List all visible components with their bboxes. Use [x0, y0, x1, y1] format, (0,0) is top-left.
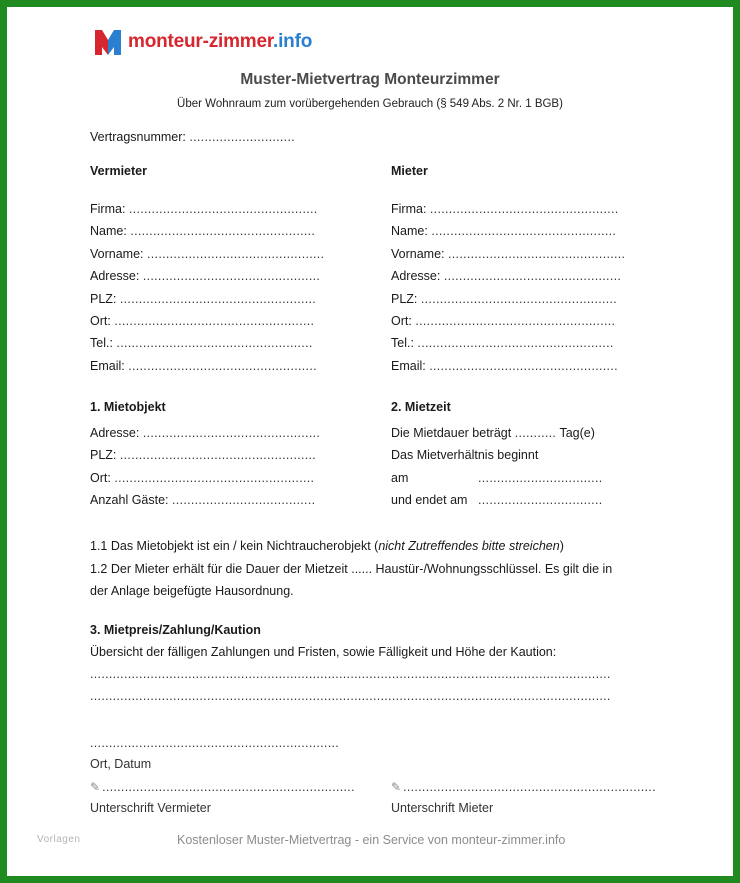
field-label: Adresse:: [391, 269, 441, 284]
field-label: Anzahl Gäste:: [90, 493, 169, 508]
mietbeginn-row: [391, 467, 603, 489]
vermieter-signature-field[interactable]: ...................................................................: [102, 780, 355, 794]
vermieter-heading: Vermieter: [90, 164, 147, 178]
field-label: Adresse:: [90, 426, 140, 440]
vermieter-vorname-row: [90, 243, 324, 265]
field-label: Name:: [90, 224, 127, 239]
vermieter-email-row: [90, 355, 324, 377]
mietdauer-label: Die Mietdauer beträgt: [391, 426, 512, 440]
clause-1-1-italic: nicht Zutreffendes bitte streichen: [378, 539, 560, 553]
logo-brand: monteur-zimmer: [128, 31, 274, 52]
clause-1-2-line2: der Anlage beigefügte Hausordnung.: [90, 584, 294, 598]
field-label: Firma:: [391, 202, 427, 216]
vermieter-email-field[interactable]: ..................................................: [128, 358, 317, 373]
mietdauer-unit: Tag(e): [559, 426, 595, 440]
mietpreis-text: Übersicht der fälligen Zahlungen und Fristen, sowie Fälligkeit und Höhe der Kaution:: [90, 645, 557, 659]
vermieter-vorname-field[interactable]: ...............................................: [147, 246, 325, 261]
mieter-name-field[interactable]: .................................................: [431, 224, 617, 239]
field-label: Firma:: [90, 202, 126, 216]
clause-1-1-text: 1.1 Das Mietobjekt ist ein / kein Nichtraucherobjekt (: [90, 539, 379, 553]
am-label: am: [391, 470, 409, 485]
mietobjekt-gaeste-field[interactable]: ......................................: [172, 493, 316, 508]
vermieter-plz-field[interactable]: ....................................................: [119, 291, 317, 306]
field-label: Tel.:: [90, 336, 113, 351]
mietobjekt-ort-field[interactable]: .....................................................: [114, 470, 315, 485]
ende-label: und endet am: [391, 493, 468, 508]
mietpreis-line-1[interactable]: ..........................................................................................................................................: [90, 667, 611, 681]
contract-page: [7, 7, 733, 876]
mieter-vorname-field[interactable]: ...............................................: [448, 246, 626, 261]
m-logo-icon: [93, 27, 123, 57]
mieter-adresse-field[interactable]: ...............................................: [443, 269, 622, 284]
mietdauer-row: [391, 422, 603, 444]
mietende-row: [391, 489, 603, 511]
mieter-signature-field[interactable]: ...................................................................: [403, 780, 656, 794]
clause-1-1: [90, 539, 564, 553]
logo-text: [128, 31, 312, 53]
mieter-firma-row: [391, 198, 625, 220]
mietbeginn-field[interactable]: .................................: [478, 470, 603, 485]
ort-datum-label: Ort, Datum: [90, 757, 152, 771]
mietzeit-heading: 2. Mietzeit: [391, 400, 451, 414]
mietobjekt-heading: 1. Mietobjekt: [90, 400, 166, 414]
vermieter-tel-row: [90, 332, 324, 354]
document-subtitle: Über Wohnraum zum vorübergehenden Gebrauch (§ 549 Abs. 2 Nr. 1 BGB): [177, 98, 563, 110]
mietbeginn-label: Das Mietverhältnis beginnt: [391, 448, 539, 463]
vertragsnummer-field[interactable]: ............................: [189, 130, 296, 144]
vermieter-adresse-row: [90, 265, 324, 287]
field-label: PLZ:: [90, 291, 117, 306]
mietpreis-heading: 3. Mietpreis/Zahlung/Kaution: [90, 623, 261, 637]
mieter-firma-field[interactable]: ..................................................: [429, 202, 619, 216]
vertragsnummer-row: [90, 130, 295, 144]
field-label: Ort:: [90, 314, 111, 329]
vermieter-firma-field[interactable]: ..................................................: [128, 202, 318, 216]
field-label: Vorname:: [391, 246, 445, 261]
field-label: Adresse:: [90, 269, 140, 284]
mietobjekt-fields: [90, 422, 320, 512]
field-label: PLZ:: [391, 291, 418, 306]
field-label: Email:: [391, 358, 426, 373]
mieter-email-row: [391, 355, 625, 377]
mieter-fields: [391, 198, 625, 377]
mietobjekt-gaeste-row: [90, 489, 320, 511]
mieter-email-field[interactable]: ..................................................: [429, 358, 618, 373]
field-label: Name:: [391, 224, 428, 239]
brand-logo: [93, 27, 312, 57]
clause-1-1-close: ): [559, 539, 564, 553]
pen-icon: ✎: [90, 780, 101, 794]
mietende-field[interactable]: .................................: [478, 493, 603, 508]
mietobjekt-plz-field[interactable]: ....................................................: [119, 448, 317, 463]
field-label: PLZ:: [90, 448, 117, 463]
logo-tld: .info: [273, 31, 313, 52]
mietobjekt-adresse-field[interactable]: ...............................................: [142, 426, 321, 440]
vermieter-adresse-field[interactable]: ...............................................: [142, 269, 321, 284]
mieter-adresse-row: [391, 265, 625, 287]
vermieter-name-field[interactable]: .................................................: [130, 224, 316, 239]
mieter-name-row: [391, 220, 625, 242]
vermieter-plz-row: [90, 288, 324, 310]
mietobjekt-plz-row: [90, 444, 320, 466]
document-title: Muster-Mietvertrag Monteurzimmer: [240, 71, 500, 88]
vermieter-signature-row: [90, 780, 355, 794]
mieter-tel-row: [391, 332, 625, 354]
mieter-ort-row: [391, 310, 625, 332]
field-label: Email:: [90, 358, 125, 373]
mietpreis-line-2[interactable]: ..........................................................................................................................................: [90, 689, 611, 703]
mieter-plz-field[interactable]: ....................................................: [420, 291, 618, 306]
mieter-vorname-row: [391, 243, 625, 265]
field-label: Vorname:: [90, 246, 144, 261]
footer-watermark: Vorlagen: [37, 834, 81, 845]
vermieter-ort-row: [90, 310, 324, 332]
footer-text: Kostenloser Muster-Mietvertrag - ein Service von monteur-zimmer.info: [177, 833, 566, 847]
mieter-signature-label: Unterschrift Mieter: [391, 801, 494, 815]
vermieter-fields: [90, 198, 324, 377]
vermieter-firma-row: [90, 198, 324, 220]
field-label: Ort:: [90, 470, 111, 485]
mieter-plz-row: [391, 288, 625, 310]
field-label: Tel.:: [391, 336, 414, 351]
vermieter-name-row: [90, 220, 324, 242]
vermieter-tel-field[interactable]: ....................................................: [116, 336, 313, 351]
mieter-tel-field[interactable]: ....................................................: [417, 336, 614, 351]
mietobjekt-adresse-row: [90, 422, 320, 444]
vertragsnummer-label: Vertragsnummer:: [90, 130, 186, 144]
field-label: Ort:: [391, 314, 412, 329]
clause-1-2-line1: 1.2 Der Mieter erhält für die Dauer der Mietzeit ...... Haustür-/Wohnungsschlüssel. Es gilt die in: [90, 562, 613, 576]
mieter-heading: Mieter: [391, 164, 428, 178]
mietdauer-field[interactable]: ...........: [514, 426, 557, 440]
vermieter-ort-field[interactable]: .....................................................: [114, 314, 315, 329]
ort-datum-field[interactable]: ..................................................................: [90, 736, 340, 750]
mieter-signature-row: [391, 780, 656, 794]
pen-icon: ✎: [391, 780, 402, 794]
mieter-ort-field[interactable]: .....................................................: [415, 314, 616, 329]
mietobjekt-ort-row: [90, 467, 320, 489]
vermieter-signature-label: Unterschrift Vermieter: [90, 801, 211, 815]
mietzeit-fields: [391, 422, 603, 512]
